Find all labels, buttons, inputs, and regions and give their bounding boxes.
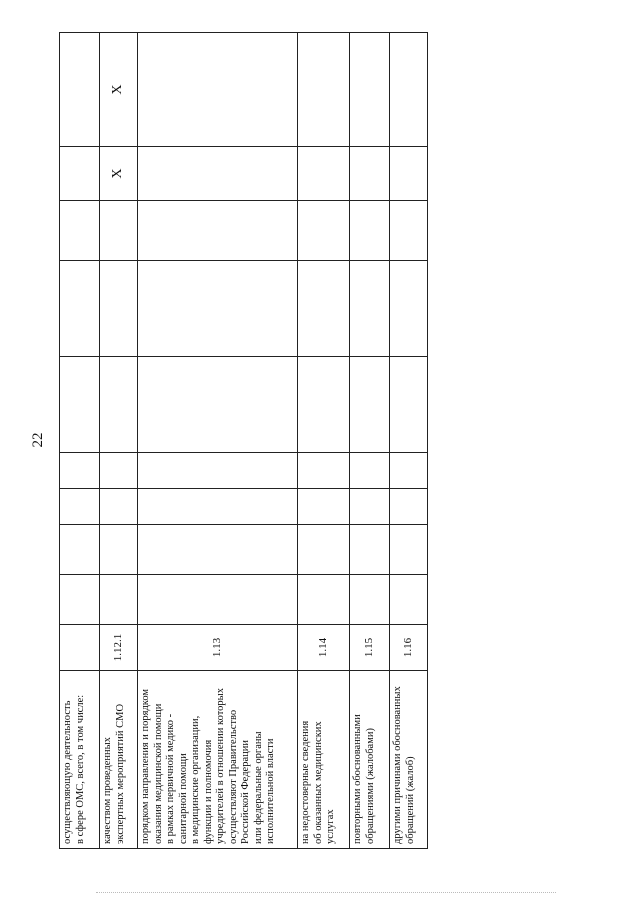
row-code: 1.14 [298, 625, 350, 671]
cell-mark [298, 147, 350, 201]
page-number: 22 [30, 432, 46, 448]
cell-mark [298, 201, 350, 261]
cell-mark [138, 33, 298, 147]
cell-mark [298, 453, 350, 489]
row-label-line: экспертных мероприятий СМО [114, 703, 126, 844]
table-row [350, 33, 390, 849]
row-label-line: оказания медицинской помощи [152, 703, 164, 844]
row-label-line: обращений (жалоб) [404, 756, 416, 844]
row-label [100, 671, 138, 849]
cell-mark [60, 33, 100, 147]
cell-mark [138, 489, 298, 525]
table-row [100, 33, 138, 849]
row-label-line: исполнительной власти [265, 738, 276, 844]
row-label-line: повторными обоснованными [352, 714, 363, 844]
cell-mark [350, 201, 390, 261]
table-row [298, 33, 350, 849]
row-label-line: в сфере ОМС, всего, в том числе: [74, 694, 86, 844]
row-label-line: осуществляющую деятельность [62, 700, 73, 844]
cell-mark [350, 261, 390, 357]
row-label-line: услугах [325, 809, 336, 844]
cell-mark [100, 357, 138, 453]
cell-mark [100, 525, 138, 575]
row-label-line: осуществляют Правительство [227, 709, 239, 844]
row-label-line: функции и полномочия [202, 739, 214, 844]
cell-mark [298, 261, 350, 357]
row-label-line: учредителей в отношении которых [215, 688, 226, 844]
scan-edge-line [96, 892, 556, 893]
cell-mark: X [100, 147, 138, 201]
row-label [138, 671, 298, 849]
cell-mark [138, 525, 298, 575]
cell-mark [60, 201, 100, 261]
cell-mark [60, 357, 100, 453]
row-label-line: на недостоверные сведения [300, 720, 311, 844]
cell-mark [100, 201, 138, 261]
cell-mark [298, 33, 350, 147]
row-label-line: в рамках первичной медико - [165, 713, 176, 844]
row-code [60, 625, 100, 671]
cell-mark: X [100, 33, 138, 147]
table-row [138, 33, 298, 849]
cell-mark [100, 575, 138, 625]
cell-mark [100, 489, 138, 525]
cell-mark [298, 489, 350, 525]
cell-mark [390, 525, 428, 575]
cell-mark [298, 525, 350, 575]
table-row [60, 33, 100, 849]
row-code: 1.15 [350, 625, 390, 671]
cell-mark [138, 201, 298, 261]
row-code: 1.12.1 [100, 625, 138, 671]
row-label-line: или федеральные органы [252, 731, 264, 844]
cell-mark [138, 357, 298, 453]
cell-mark [350, 453, 390, 489]
cell-mark [60, 575, 100, 625]
cell-mark [350, 147, 390, 201]
cell-mark [60, 525, 100, 575]
cell-mark [100, 261, 138, 357]
row-label [298, 671, 350, 849]
row-label-line: другими причинами обоснованных [392, 686, 403, 844]
cell-mark [60, 261, 100, 357]
cell-mark [138, 261, 298, 357]
table-row [390, 33, 428, 849]
cell-mark [390, 147, 428, 201]
cell-mark [298, 575, 350, 625]
cell-mark [350, 525, 390, 575]
cell-mark [390, 201, 428, 261]
cell-mark [138, 147, 298, 201]
cell-mark [390, 357, 428, 453]
cell-mark [60, 147, 100, 201]
cell-mark [390, 33, 428, 147]
row-label [350, 671, 390, 849]
cell-mark [138, 453, 298, 489]
cell-mark [138, 575, 298, 625]
cell-mark [100, 453, 138, 489]
row-label-line: санитарной помощи [177, 753, 189, 844]
row-label-line: порядком направления и порядком [140, 688, 151, 844]
cell-mark [298, 357, 350, 453]
cell-mark [60, 489, 100, 525]
row-code: 1.16 [390, 625, 428, 671]
cell-mark [350, 489, 390, 525]
cell-mark [390, 489, 428, 525]
report-table [59, 32, 428, 849]
row-label-line: качеством проведенных [102, 737, 113, 844]
row-label-line: Российской Федерации [240, 740, 251, 844]
cell-mark [350, 575, 390, 625]
rotated-table-area [59, 33, 603, 849]
cell-mark [350, 357, 390, 453]
row-code: 1.13 [138, 625, 298, 671]
row-label-line: об оказанных медицинских [312, 721, 324, 844]
row-label-line: обращениями (жалобами) [364, 728, 376, 844]
cell-mark [60, 453, 100, 489]
cell-mark [350, 33, 390, 147]
row-label [390, 671, 428, 849]
cell-mark [390, 575, 428, 625]
row-label-line: в медицинские организации, [190, 715, 201, 844]
cell-mark [390, 453, 428, 489]
cell-mark [390, 261, 428, 357]
row-label [60, 671, 100, 849]
